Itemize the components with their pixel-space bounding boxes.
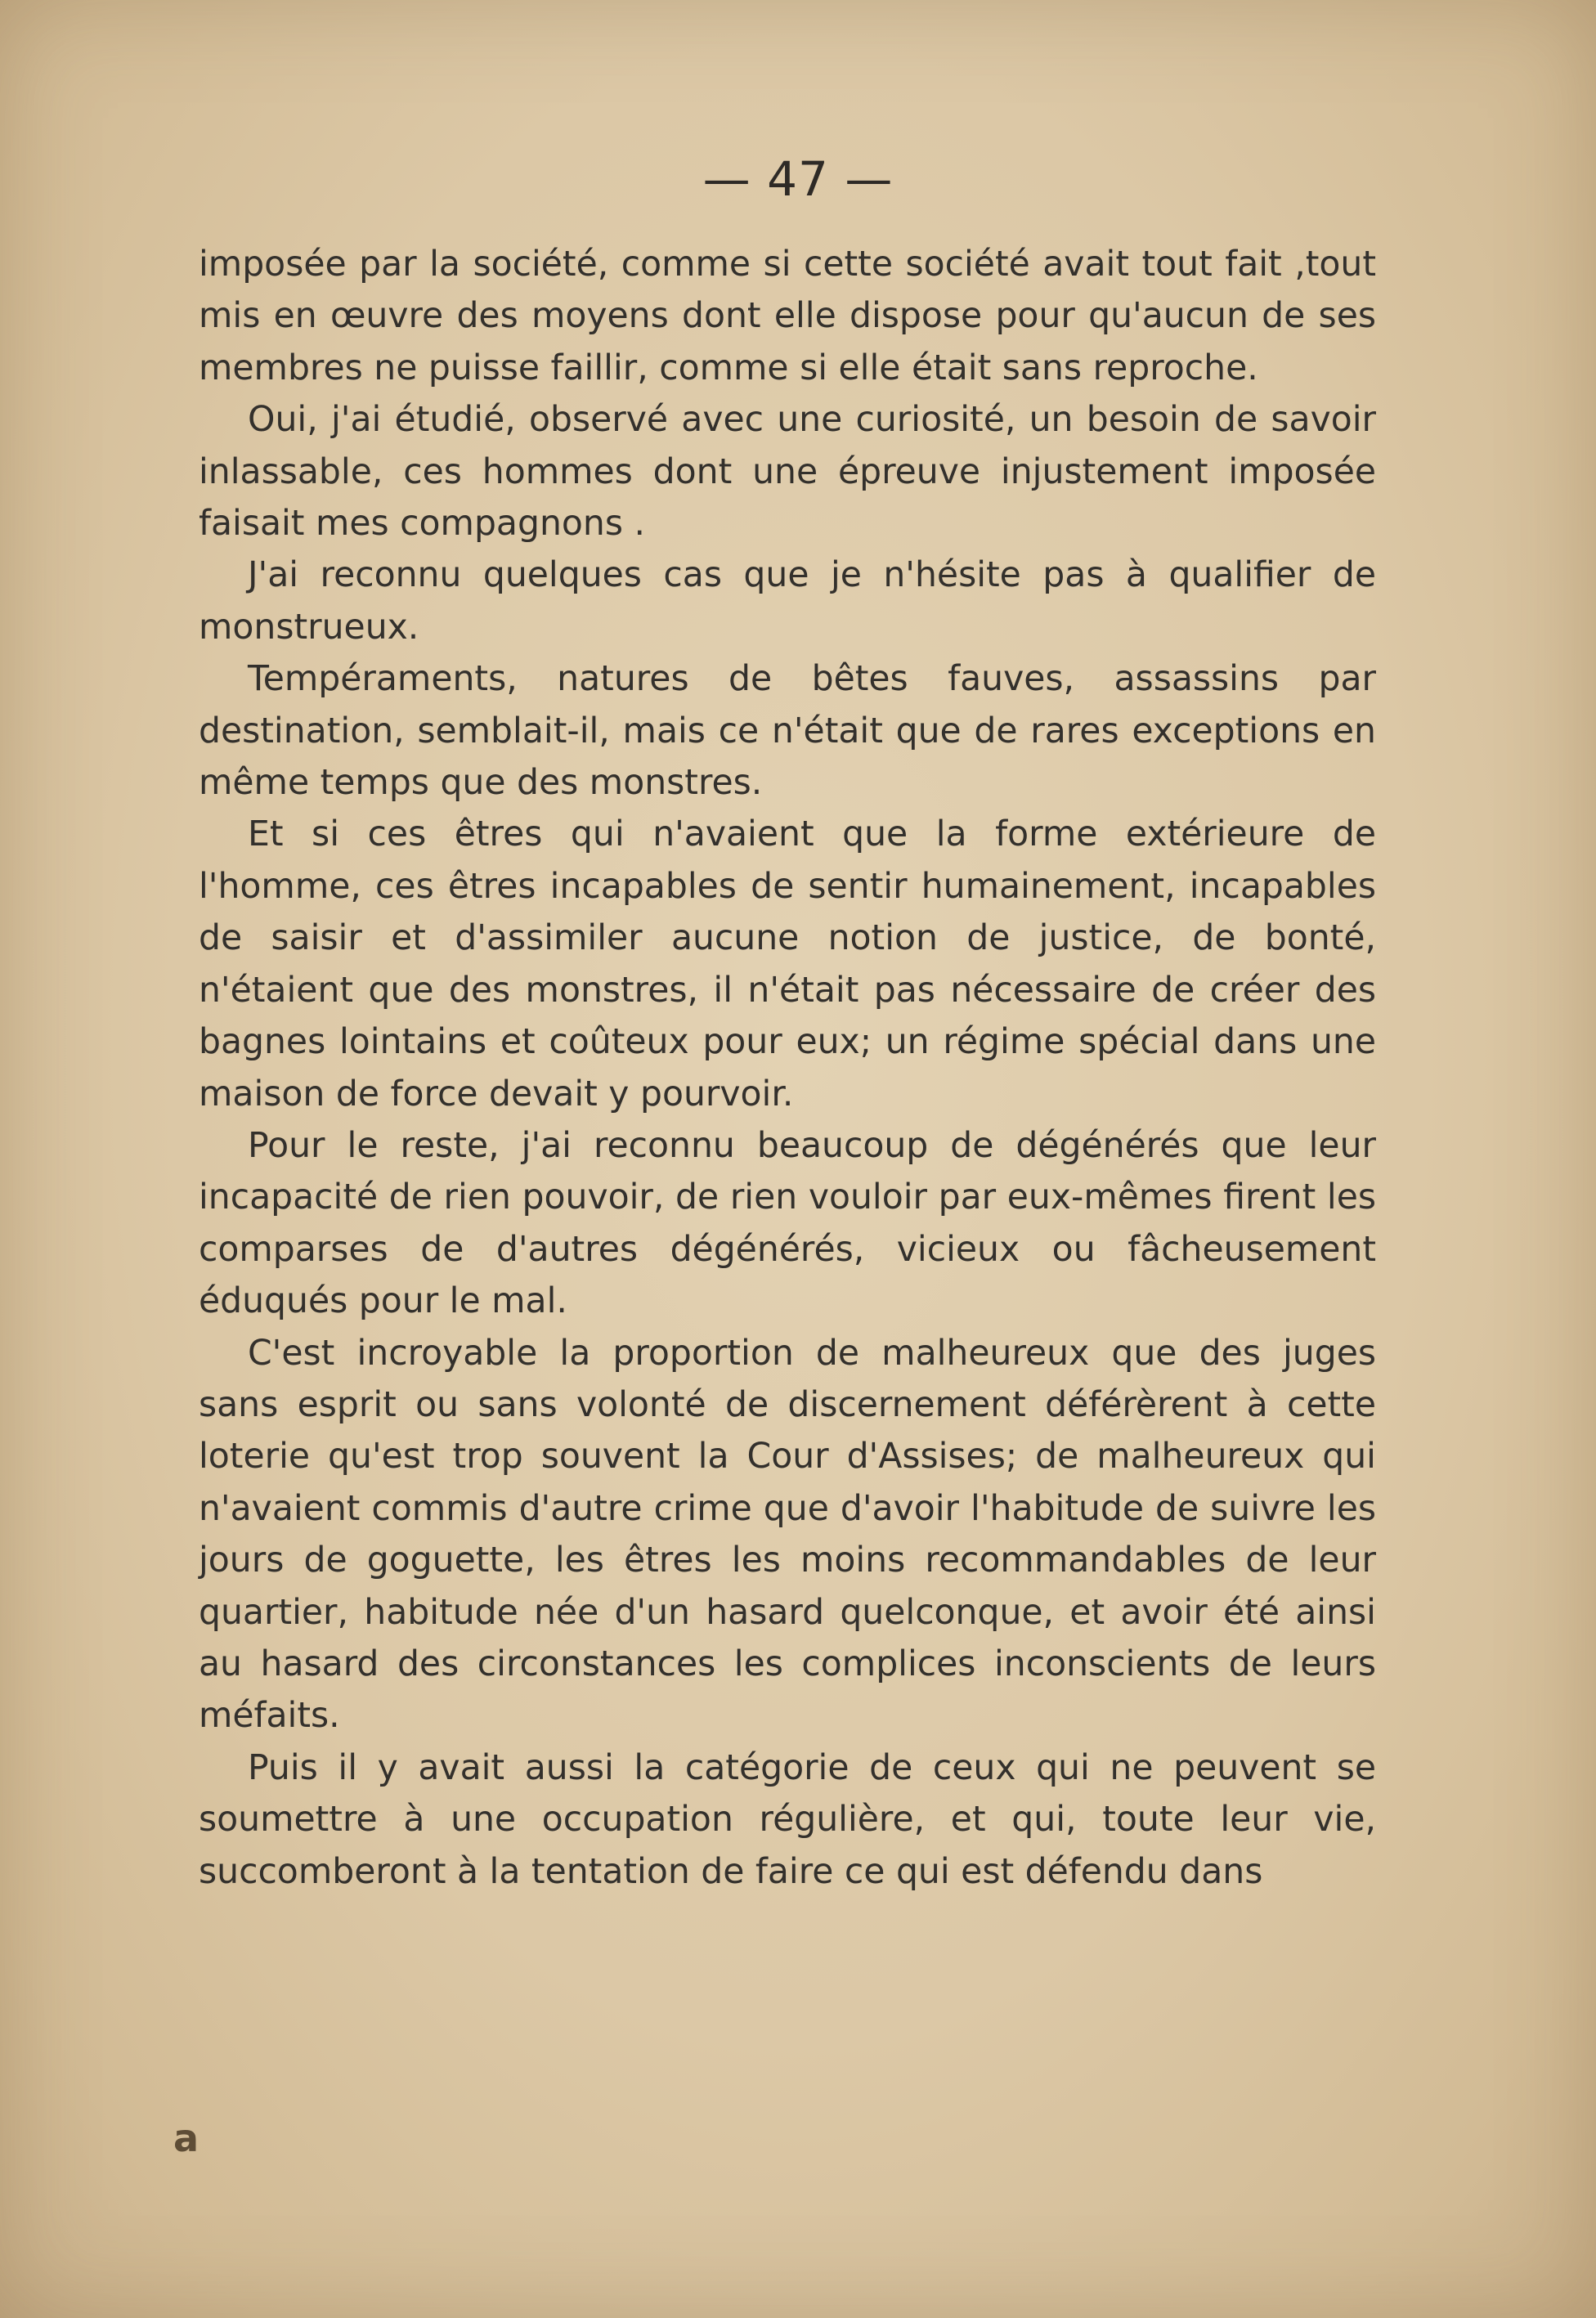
paragraph: Tempéraments, natures de bêtes fauves, assassins par destination, semblait-il, mais ce n'était que de rares exceptions en même temps que des monstres. [199,659,1376,804]
paragraph: Oui, j'ai étudié, observé avec une curiosité, un besoin de savoir inlassable, ces hommes dont une épreuve injustement imposée faisait mes compagnons . [199,400,1376,545]
paragraph: Pour le reste, j'ai reconnu beaucoup de dégénérés que leur incapacité de rien pouvoir, de rien vouloir par eux-mêmes firent les comparses de d'autres dégénérés, vicieux ou fâcheusement éduqués pour le mal. [199,1125,1376,1322]
paragraph: imposée par la société, comme si cette société avait tout fait ,tout mis en œuvre des moyens dont elle dispose pour qu'aucun de ses membres ne puisse faillir, comme si elle était sans reproche. [199,244,1376,388]
page-number: — 47 — [702,151,894,207]
paragraph: C'est incroyable la proportion de malheureux que des juges sans esprit ou sans volonté de discernement déférèrent à cette loterie qu'est trop souvent la Cour d'Assises; de malheureux qui n'avaient commis d'autre crime que d'avoir l'habitude de suivre les jours de goguette, les êtres les moins recommandables de leur quartier, habitude née d'un hasard quelconque, et avoir été ainsi au hasard des circonstances les complices inconscients de leurs méfaits. [199,1333,1376,1737]
body-text [199,239,1376,1898]
paragraph: J'ai reconnu quelques cas que je n'hésite pas à qualifier de monstrueux. [199,555,1376,648]
paragraph: Puis il y avait aussi la catégorie de ceux qui ne peuvent se soumettre à une occupation régulière, et qui, toute leur vie, succomberont à la tentation de faire ce qui est défendu dans [199,1747,1376,1892]
paragraph: Et si ces êtres qui n'avaient que la forme extérieure de l'homme, ces êtres incapables de sentir humainement, incapables de saisir et d'assimiler aucune notion de justice, de bonté, n'étaient que des monstres, il n'était pas nécessaire de créer des bagnes lointains et coûteux pour eux; un régime spécial dans une maison de force devait y pourvoir. [199,814,1376,1114]
signature-mark: a [173,2116,200,2160]
